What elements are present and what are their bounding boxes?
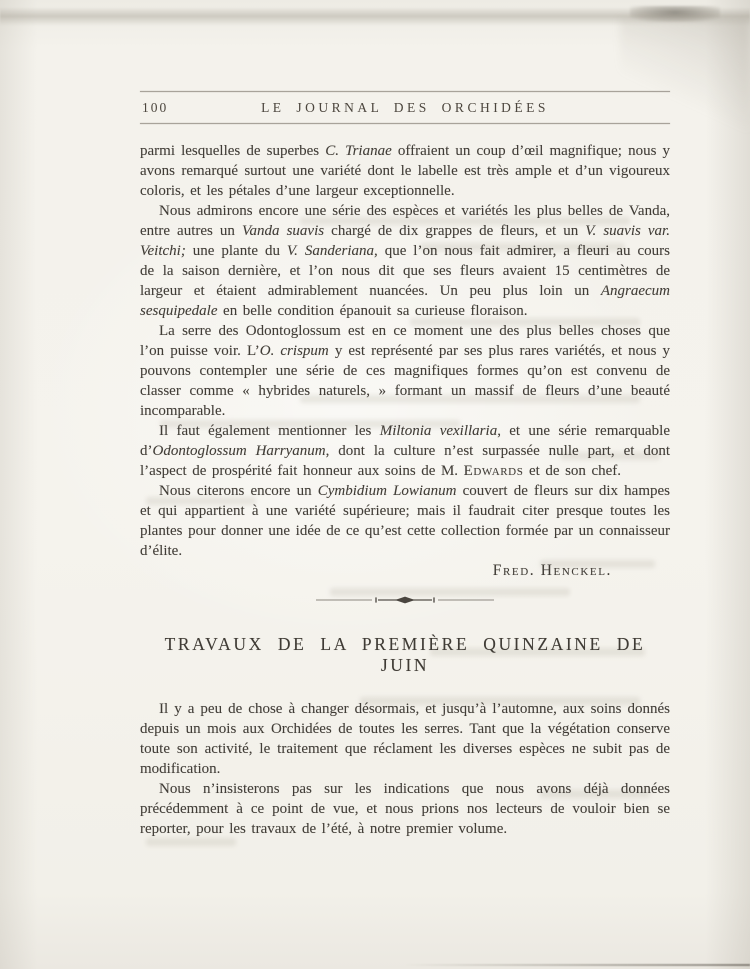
paragraph: Nous citerons encore un Cymbidium Lowianum couvert de fleurs sur dix hampes et qui appartient à une variété supérieure; mais il faudrait citer presque toutes les plantes pour donner une idée de ce qu’est cette collection formée par un connaisseur d’élite. bbox=[140, 483, 670, 559]
divider-ornament-graphic bbox=[316, 594, 494, 606]
paragraph: Nous admirons encore une série des espèces et variétés les plus belles de Vanda, entre autres un Vanda suavis chargé de dix grappes de fleurs, et un V. suavis var. Veitchi; une plante du V. Sanderiana, que l’on nous fait admirer, a fleuri au cours de la saison dernière, et l’on nous dit que ses fleurs avaient 15 centimètres de largeur et étaient admirablement nuancées. Un peu plus loin un Angraecum sesquipedale en belle condition épanouit sa curieuse floraison. bbox=[140, 203, 670, 319]
header-top-rule bbox=[140, 91, 670, 92]
journal-title: LE JOURNAL DES ORCHIDÉES bbox=[261, 100, 549, 115]
author-signature: Fred. Henckel. bbox=[492, 562, 612, 579]
section-divider-ornament bbox=[140, 594, 670, 606]
paragraph: Il faut également mentionner les Miltonia vexillaria, et une série remarquable d’Odontoglossum Harryanum, dont la culture n’est surpassée nulle part, et dont l’aspect de prospérité fait honneur aux soins de M. Edwards et de son chef. bbox=[140, 423, 671, 479]
paragraph: parmi lesquelles de superbes C. Trianae offraient un coup d’œil magnifique; nous y avons remarqué surtout une variété dont le labelle est très ample et d’un vigoureux coloris, et les pétales d’une largeur exceptionnelle. bbox=[140, 143, 671, 199]
section-body bbox=[140, 699, 670, 839]
page-header bbox=[140, 99, 670, 117]
section-heading: TRAVAUX DE LA PREMIÈRE QUINZAINE DE JUIN bbox=[164, 634, 646, 675]
header-bottom-rule bbox=[140, 123, 670, 124]
bleedthrough-stripe bbox=[146, 838, 236, 846]
paragraph: Nous n’insisterons pas sur les indications que nous avons déjà données précédemment à ce point de vue, et nous prions nos lecteurs de vouloir bien se reporter, pour les travaux de l’été, à notre premier volume. bbox=[140, 781, 670, 837]
text-block bbox=[140, 91, 670, 839]
paragraph: Il y a peu de chose à changer désormais, et jusqu’à l’automne, aux soins donnés depuis un mois aux Orchidées de toutes les serres. Tant que la végétation conserve toute son activité, le traitement que réclament les diverses espèces ne subit pas de modification. bbox=[140, 701, 670, 777]
paragraph: La serre des Odontoglossum est en ce moment une des plus belles choses que l’on puisse voir. L’O. crispum y est représenté par ses plus rares variétés, et nous y pouvons contempler une série de ces magnifiques formes qu’on est convenu de classer comme « hybrides naturels, » formant un massif de fleurs d’une beauté incomparable. bbox=[140, 323, 671, 419]
scan-artifact-bottom-edge bbox=[405, 964, 750, 966]
article-body bbox=[140, 141, 670, 580]
page-number: 100 bbox=[142, 100, 169, 115]
